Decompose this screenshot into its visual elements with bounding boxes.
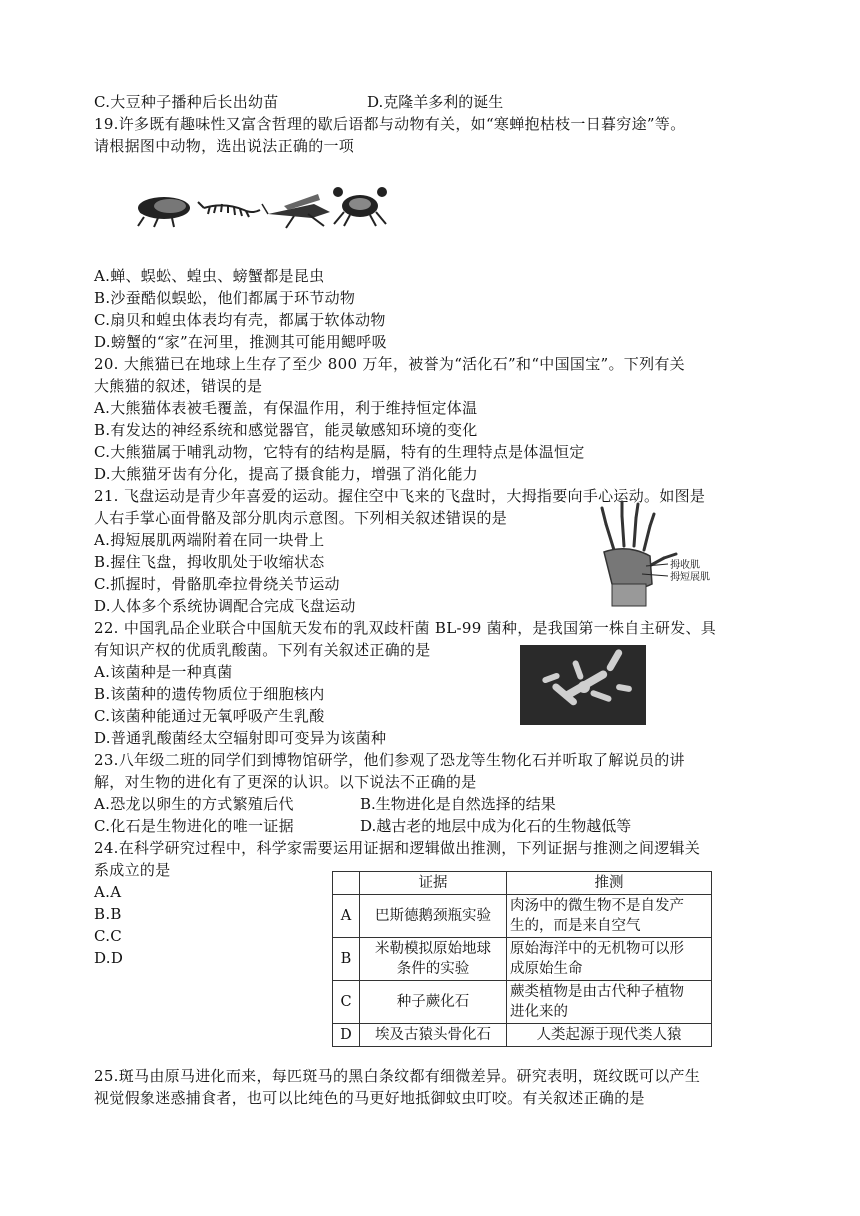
table-cell-inference — [507, 895, 712, 938]
q22-option-d: D.普通乳酸菌经太空辐射即可变异为该菌种 — [94, 729, 387, 747]
q18-option-c: C.大豆种子播种后长出幼苗 — [94, 93, 279, 111]
wrist-image — [612, 584, 646, 606]
q19-option-a: A.蝉、蜈蚣、蝗虫、螃蟹都是昆虫 — [94, 267, 325, 285]
q21-option-b: B.握住飞盘，拇收肌处于收缩状态 — [94, 553, 325, 571]
q19-option-d: D.螃蟹的“家”在河里，推测其可能用鳃呼吸 — [94, 333, 387, 351]
evidence-line1: 米勒模拟原始地球 — [375, 941, 491, 957]
table-cell-evidence — [360, 938, 507, 981]
hand-label-adductor: 拇收肌 — [670, 560, 700, 571]
table-row — [333, 895, 712, 938]
q24-option-b: B.B — [94, 905, 122, 923]
q23-stem-line1: 23.八年级二班的同学们到博物馆研学，他们参观了恐龙等生物化石并听取了解说员的讲 — [94, 751, 685, 769]
q20-stem-line1: 20. 大熊猫已在地球上生存了至少 800 万年，被誉为“活化石”和“中国国宝”。下列有关 — [94, 355, 685, 373]
q24-option-a: A.A — [94, 883, 122, 901]
hand-figure — [592, 500, 714, 608]
q23-option-c: C.化石是生物进化的唯一证据 — [94, 817, 294, 835]
table-header-inference: 推测 — [507, 872, 712, 895]
table-cell-inference — [507, 938, 712, 981]
q21-option-a: A.拇短展肌两端附着在同一块骨上 — [94, 531, 325, 549]
q20-option-a: A.大熊猫体表被毛覆盖，有保温作用，利于维持恒定体温 — [94, 399, 478, 417]
q19-option-c: C.扇贝和蝗虫体表均有壳，都属于软体动物 — [94, 311, 386, 329]
evidence-line2: 条件的实验 — [396, 961, 470, 977]
q22-stem-line1: 22. 中国乳品企业联合中国航天发布的乳双歧杆菌 BL-99 菌种，是我国第一株自主研发、具 — [94, 619, 717, 637]
q20-option-d: D.大熊猫牙齿有分化，提高了摄食能力，增强了消化能力 — [94, 465, 479, 483]
q21-option-c: C.抓握时，骨骼肌牵拉骨绕关节运动 — [94, 575, 340, 593]
table-header-row — [333, 872, 712, 895]
q25-stem-line1: 25.斑马由原马进化而来，每匹斑马的黑白条纹都有细微差异。研究表明，斑纹既可以产生 — [94, 1067, 701, 1085]
cicada-image — [138, 197, 190, 227]
table-cell-evidence: 埃及古猿头骨化石 — [360, 1024, 507, 1047]
q20-stem-line2: 大熊猫的叙述，错误的是 — [94, 377, 263, 395]
table-row — [333, 938, 712, 981]
q22-option-b: B.该菌种的遗传物质位于细胞核内 — [94, 685, 325, 703]
inference-line2: 生的，而是来自空气 — [510, 918, 641, 934]
q22-option-a: A.该菌种是一种真菌 — [94, 663, 233, 681]
q23-option-d: D.越古老的地层中成为化石的生物越低等 — [360, 817, 632, 835]
q23-stem-line2: 解，对生物的进化有了更深的认识。以下说法不正确的是 — [94, 773, 477, 791]
table-row-key: C — [333, 981, 360, 1024]
q24-stem-line2: 系成立的是 — [94, 861, 171, 879]
crab-image — [333, 187, 387, 226]
centipede-image — [198, 202, 260, 217]
table-row — [333, 1024, 712, 1047]
table-header-blank — [333, 872, 360, 895]
table-row — [333, 981, 712, 1024]
inference-line1: 蕨类植物是由古代种子植物 — [510, 984, 684, 1000]
table-header-evidence: 证据 — [360, 872, 507, 895]
q19-stem-line2: 请根据图中动物，选出说法正确的一项 — [94, 137, 355, 155]
q20-option-b: B.有发达的神经系统和感觉器官，能灵敏感知环境的变化 — [94, 421, 478, 439]
q24-stem-line1: 24.在科学研究过程中，科学家需要运用证据和逻辑做出推测，下列证据与推测之间逻辑关 — [94, 839, 701, 857]
q21-option-d: D.人体多个系统协调配合完成飞盘运动 — [94, 597, 356, 615]
q23-option-a: A.恐龙以卵生的方式繁殖后代 — [94, 795, 294, 813]
q22-option-c: C.该菌种能通过无氧呼吸产生乳酸 — [94, 707, 325, 725]
table-cell-evidence: 种子蕨化石 — [360, 981, 507, 1024]
q19-option-b: B.沙蚕酷似蜈蚣，他们都属于环节动物 — [94, 289, 356, 307]
q24-option-d: D.D — [94, 949, 124, 967]
evidence-table — [332, 871, 712, 1047]
table-cell-inference — [507, 981, 712, 1024]
inference-line1: 原始海洋中的无机物可以形 — [510, 941, 684, 957]
inference-line1: 肉汤中的微生物不是自发产 — [510, 898, 684, 914]
animals-figure — [134, 184, 390, 230]
table-cell-evidence: 巴斯德鹅颈瓶实验 — [360, 895, 507, 938]
bacteria-micrograph — [520, 645, 646, 725]
q20-option-c: C.大熊猫属于哺乳动物，它特有的结构是膈，特有的生理特点是体温恒定 — [94, 443, 585, 461]
q22-stem-line2: 有知识产权的优质乳酸菌。下列有关叙述正确的是 — [94, 641, 431, 659]
table-row-key: D — [333, 1024, 360, 1047]
locust-image — [262, 194, 330, 228]
q24-option-c: C.C — [94, 927, 123, 945]
hand-label-abductor: 拇短展肌 — [670, 572, 710, 583]
q19-stem-line1: 19.许多既有趣味性又富含哲理的歇后语都与动物有关，如“寒蝉抱枯枝一日暮穷途”等。 — [94, 115, 686, 133]
palm-muscle-image — [604, 549, 652, 589]
q23-option-b: B.生物进化是自然选择的结果 — [360, 795, 556, 813]
inference-line2: 进化来的 — [510, 1004, 568, 1020]
table-row-key: B — [333, 938, 360, 981]
q21-stem-line2: 人右手掌心面骨骼及部分肌肉示意图。下列相关叙述错误的是 — [94, 509, 508, 527]
q21-stem-line1: 21. 飞盘运动是青少年喜爱的运动。握住空中飞来的飞盘时，大拇指要向手心运动。如图是 — [94, 487, 706, 505]
inference-line2: 成原始生命 — [510, 961, 583, 977]
table-row-key: A — [333, 895, 360, 938]
q25-stem-line2: 视觉假象迷惑捕食者，也可以比纯色的马更好地抵御蚊虫叮咬。有关叙述正确的是 — [94, 1089, 645, 1107]
table-cell-inference: 人类起源于现代类人猿 — [507, 1024, 712, 1047]
q18-option-d: D.克隆羊多利的诞生 — [367, 93, 504, 111]
